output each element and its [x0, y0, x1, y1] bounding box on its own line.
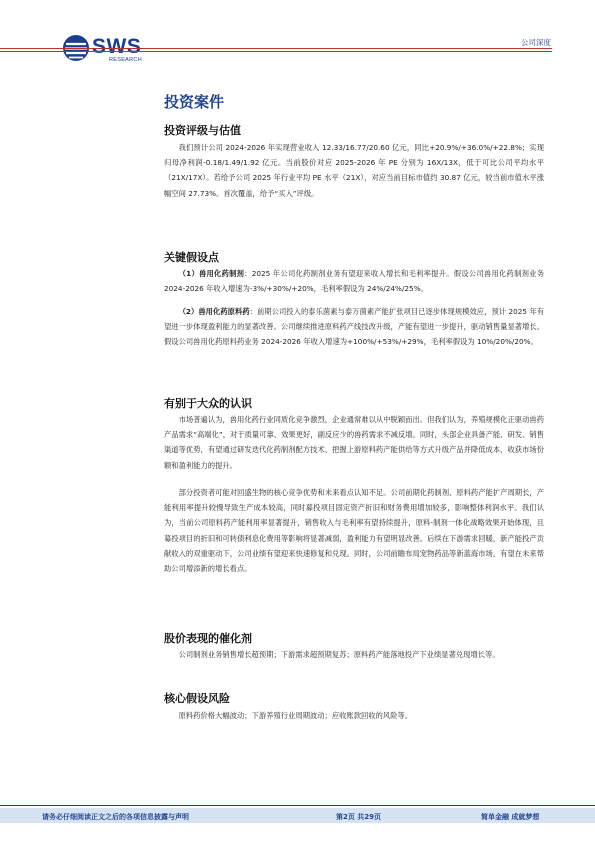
rating-paragraph: 我们预计公司 2024-2026 年实现营业收入 12.33/16.77/20.60 亿元，同比+20.9%/+36.0%/+22.8%；实现归母净利润-0.18/1.49/1.92 亿元。当前股价对应 2025-2026 年 PE 分别为 16X/13X，低于可比公司平均水平（21X/17X）。若给予公司 2025 年行业平均 PE 水平（21X），对应当前目标市值约 30.87 亿元，较当前市值水平涨幅空间 27.73%。首次覆盖，给予“买入”评级。 — [164, 143, 544, 198]
assumption-label-2: （2）兽用化药原料药 — [178, 307, 250, 316]
assumption-text-2: ：前期公司投入的泰乐菌素与泰万菌素产能扩张项目已逐步体现规模效应，预计 2025 年有望进一步体现盈利能力的显著改善。公司继续推进原料药产线技改升级，产能有望进一步提升，驱动销售量显著增长。假设公司兽用化药原料药业务 2024-2026 年收入增速为+100%/+53%/+29%，毛利率假设为 10%/20%/20%。 — [164, 307, 544, 347]
view-paragraph-2: 部分投资者可能对回盛生物的核心竞争优势和未来看点认知不足。公司前期化药制剂、原料药产能扩产周期长，产能利用率提升较慢导致生产成本较高，同时募投项目固定资产折旧和财务费用增加较多，影响整体利润水平。我们认为，当前公司原料药产能利用率显著提升，销售收入与毛利率有望持续提升，原料-制剂一体化战略效果开始体现，且募投项目的折旧和可转债利息化费用等影响将显著减弱，盈利能力有望明显改善。后续在下游需求回暖，新产能投产贡献收入的双重驱动下，公司业绩有望迎来快速修复和兑现。同时，公司前瞻布局宠物药品等新蓝海市场，有望在未来帮助公司增添新的增长看点。 — [164, 488, 544, 574]
section-title-rating: 投资评级与估值 — [164, 124, 241, 137]
assumption-label-1: （1）兽用化药制剂 — [178, 269, 245, 278]
logo-text: SWS — [92, 35, 142, 58]
assumption-text-1: ：2025 年公司化药制剂业务有望迎来收入增长和毛利率提升。假设公司兽用化药制剂业务 2024-2026 年收入增速为-3%/+30%/+20%，毛利率假设为 24%/24%/25%。 — [164, 269, 545, 294]
risk-paragraph: 原料药价格大幅波动；下游养殖行业周期波动；应收账款回收的风险等。 — [178, 711, 413, 720]
header-divider — [0, 48, 552, 49]
assumption-paragraph-2 — [164, 304, 544, 350]
footer-divider — [0, 805, 595, 806]
section-title-risk: 核心假设风险 — [164, 692, 230, 705]
footer-page-number: 第2页 共29页 — [336, 813, 382, 821]
section-title-catalyst: 股价表现的催化剂 — [164, 632, 252, 645]
view-paragraph-1: 市场普遍认为，兽用化药行业同质化竞争激烈，企业通常难以从中脱颖而出。但我们认为，养殖规模化正驱动兽药产品需求“高端化”，对于质量可靠、效果更好，副反应少的兽药需求不减反增。同时，头部企业具备产能、研发、销售渠道等优势，有望通过研发迭代化药制剂配方技术、把握上游原料药产能供给等方式升级产品并降低成本，收获市场份额和盈利能力的提升。 — [164, 415, 544, 470]
footer-slogan: 简单金融 成就梦想 — [481, 813, 540, 821]
logo-subtext: RESEARCH — [109, 57, 142, 63]
section-title-assumptions: 关键假设点 — [164, 251, 219, 264]
section-title-view: 有别于大众的认识 — [164, 397, 252, 410]
footer-disclaimer: 请务必仔细阅读正文之后的各项信息披露与声明 — [42, 813, 189, 821]
header-divider-thin — [0, 51, 552, 52]
page-title: 投资案件 — [164, 93, 225, 111]
assumption-paragraph-1 — [164, 266, 544, 296]
catalyst-paragraph: 公司制剂业务销售增长超预期；下游需求超预期复苏；原料药产能落地投产下业绩显著兑现增长等。 — [178, 650, 500, 659]
document-type-label: 公司深度 — [521, 38, 551, 47]
